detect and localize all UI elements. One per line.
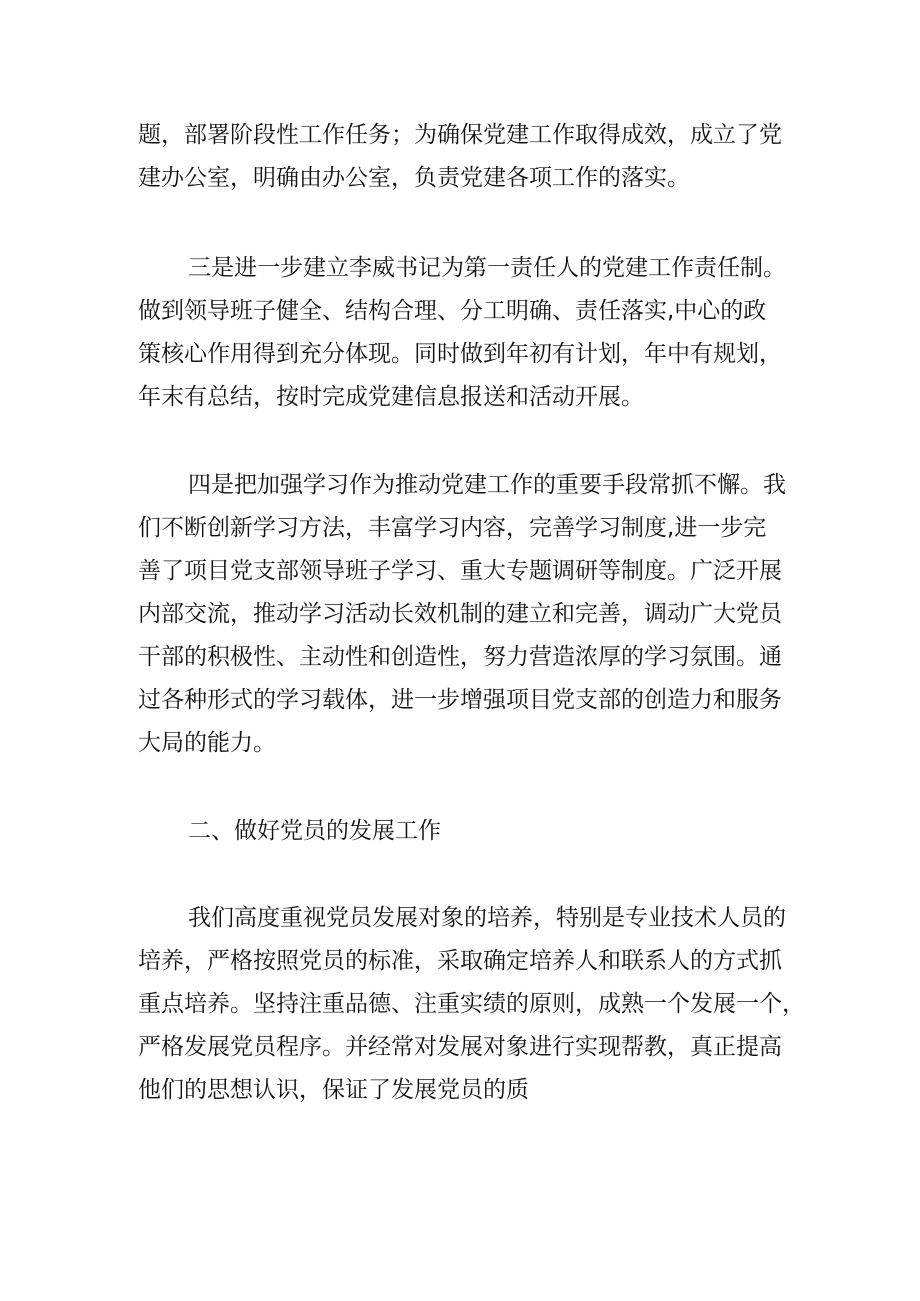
paragraph-3-line-5: 干部的积极性、主动性和创造性，努力营造浓厚的学习氛围。通 bbox=[138, 644, 782, 670]
paragraph-3-line-1: 四是把加强学习作为推动党建工作的重要手段常抓不懈。我 bbox=[188, 472, 786, 498]
paragraph-4-line-2: 培养，严格按照党员的标准，采取确定培养人和联系人的方式抓 bbox=[138, 948, 782, 974]
paragraph-1-line-1: 题，部署阶段性工作任务；为确保党建工作取得成效，成立了党 bbox=[138, 122, 782, 148]
paragraph-4-line-1: 我们高度重视党员发展对象的培养，特别是专业技术人员的 bbox=[188, 905, 786, 931]
paragraph-4-line-4: 严格发展党员程序。并经常对发展对象进行实现帮教，真正提高 bbox=[138, 1034, 782, 1060]
paragraph-2-line-2: 做到领导班子健全、结构合理、分工明确、责任落实,中心的政 bbox=[138, 298, 767, 324]
paragraph-3-line-2: 们不断创新学习方法，丰富学习内容，完善学习制度,进一步完 bbox=[138, 515, 767, 541]
paragraph-2-line-1: 三是进一步建立李威书记为第一责任人的党建工作责任制。 bbox=[188, 255, 786, 281]
paragraph-3-line-4: 内部交流，推动学习活动长效机制的建立和完善，调动广大党员 bbox=[138, 601, 782, 627]
paragraph-2-line-4: 年末有总结，按时完成党建信息报送和活动开展。 bbox=[138, 384, 644, 410]
paragraph-1-line-2: 建办公室，明确由办公室，负责党建各项工作的落实。 bbox=[138, 165, 690, 191]
paragraph-3-line-6: 过各种形式的学习载体，进一步增强项目党支部的创造力和服务 bbox=[138, 687, 782, 713]
paragraph-2-line-3: 策核心作用得到充分体现。同时做到年初有计划，年中有规划， bbox=[138, 341, 782, 367]
paragraph-3-line-7: 大局的能力。 bbox=[138, 730, 276, 756]
paragraph-3-line-3: 善了项目党支部领导班子学习、重大专题调研等制度。广泛开展 bbox=[138, 558, 782, 584]
paragraph-4-line-5: 他们的思想认识，保证了发展党员的质 bbox=[138, 1077, 529, 1103]
paragraph-4-line-3: 重点培养。坚持注重品德、注重实绩的原则，成熟一个发展一个， bbox=[138, 991, 805, 1017]
section-heading: 二、做好党员的发展工作 bbox=[188, 818, 441, 844]
